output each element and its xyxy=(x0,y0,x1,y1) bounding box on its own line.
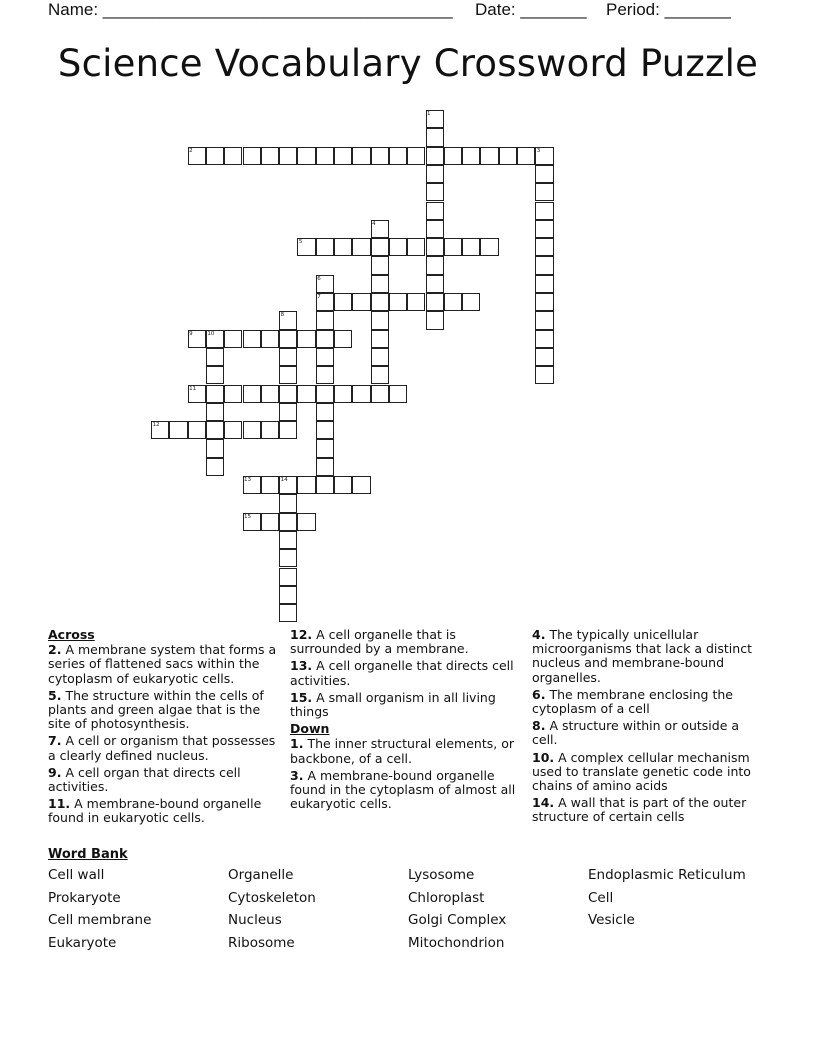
word-bank-item: Endoplasmic Reticulum xyxy=(588,867,746,883)
word-bank-item: Organelle xyxy=(228,867,294,883)
clue-across-11: 11. A membrane-bound organelle found in eukaryotic cells. xyxy=(48,796,262,826)
crossword-cell[interactable] xyxy=(316,458,334,476)
crossword-cell[interactable] xyxy=(243,147,261,165)
crossword-cell[interactable] xyxy=(426,202,444,220)
down-heading: Down xyxy=(290,721,330,737)
clue-number-7: 7 xyxy=(317,294,321,300)
name-field[interactable]: Name: _____________________________________ xyxy=(48,0,453,19)
crossword-cell[interactable] xyxy=(462,238,480,256)
crossword-cell[interactable] xyxy=(480,147,498,165)
crossword-cell[interactable] xyxy=(316,439,334,457)
crossword-cell[interactable] xyxy=(535,348,553,366)
word-bank-item: Prokaryote xyxy=(48,889,121,906)
crossword-cell[interactable] xyxy=(297,147,315,165)
word-bank-item: Cell xyxy=(588,889,614,906)
word-bank-item: Cytoskeleton xyxy=(228,889,316,906)
crossword-cell[interactable] xyxy=(279,147,297,165)
crossword-cell[interactable] xyxy=(426,128,444,146)
crossword-cell[interactable] xyxy=(206,366,224,384)
crossword-cell[interactable] xyxy=(371,256,389,274)
clue-number-11: 11 xyxy=(189,385,197,392)
clue-across-7: 7. A cell or organism that possesses a clearly defined nucleus. xyxy=(48,733,276,763)
crossword-cell[interactable] xyxy=(316,238,334,256)
crossword-cell[interactable] xyxy=(279,403,297,421)
clue-number-10: 10 xyxy=(207,330,215,337)
crossword-cell[interactable] xyxy=(499,147,517,165)
crossword-cell[interactable] xyxy=(371,348,389,366)
crossword-cell[interactable] xyxy=(352,476,370,494)
crossword-cell[interactable] xyxy=(371,147,389,165)
crossword-cell[interactable] xyxy=(371,293,389,311)
crossword-cell[interactable] xyxy=(371,238,389,256)
crossword-cell[interactable] xyxy=(407,293,425,311)
crossword-cell[interactable] xyxy=(316,403,334,421)
crossword-cell[interactable] xyxy=(316,330,334,348)
crossword-cell[interactable] xyxy=(261,476,279,494)
crossword-cell[interactable] xyxy=(535,165,553,183)
clue-across-12: 12. A cell organelle that is surrounded by a membrane. xyxy=(290,627,469,657)
crossword-cell[interactable] xyxy=(261,385,279,403)
page-title: Science Vocabulary Crossword Puzzle xyxy=(57,42,759,85)
crossword-cell[interactable] xyxy=(426,165,444,183)
crossword-cell[interactable] xyxy=(261,421,279,439)
crossword-cell[interactable] xyxy=(535,366,553,384)
crossword-cell[interactable] xyxy=(279,421,297,439)
crossword-cell[interactable] xyxy=(389,385,407,403)
crossword-cell[interactable] xyxy=(206,348,224,366)
clue-down-14: 14. A wall that is part of the outer structure of certain cells xyxy=(532,795,747,825)
crossword-cell[interactable] xyxy=(426,293,444,311)
crossword-cell[interactable] xyxy=(279,348,297,366)
clue-down-6: 6. The membrane enclosing the cytoplasm of a cell xyxy=(532,686,733,717)
crossword-cell[interactable] xyxy=(279,568,297,586)
word-bank-item: Cell wall xyxy=(48,867,105,883)
crossword-cell[interactable] xyxy=(243,385,261,403)
clue-down-10: 10. A complex cellular mechanism used to translate genetic code into chains of amino acids xyxy=(532,749,751,794)
clue-number-12: 12 xyxy=(152,422,160,429)
crossword-cell[interactable] xyxy=(224,147,242,165)
clue-down-1: 1. The inner structural elements, or backbone, of a cell. xyxy=(290,736,514,766)
word-bank-item: Mitochondrion xyxy=(408,935,505,952)
crossword-cell[interactable] xyxy=(334,293,352,311)
crossword-cell[interactable] xyxy=(535,220,553,238)
crossword-cell[interactable] xyxy=(426,311,444,329)
crossword-cell[interactable] xyxy=(206,147,224,165)
crossword-cell[interactable] xyxy=(279,494,297,512)
crossword-cell[interactable] xyxy=(206,458,224,476)
crossword-cell[interactable] xyxy=(480,238,498,256)
clue-down-3: 3. A membrane-bound organelle found in the cytoplasm of almost all eukaryotic cells. xyxy=(290,767,516,812)
crossword-cell[interactable] xyxy=(316,476,334,494)
crossword-cell[interactable] xyxy=(426,183,444,201)
crossword-cell[interactable] xyxy=(352,385,370,403)
crossword-cell[interactable] xyxy=(535,183,553,201)
word-bank-item: Eukaryote xyxy=(48,935,117,952)
clues-column-1 xyxy=(48,628,284,829)
clue-number-2: 2 xyxy=(189,147,193,154)
crossword-cell[interactable] xyxy=(243,421,261,439)
crossword-cell[interactable] xyxy=(407,147,425,165)
period-field[interactable]: Period: _______ xyxy=(606,0,731,19)
crossword-cell[interactable] xyxy=(535,311,553,329)
crossword-cell[interactable] xyxy=(389,147,407,165)
crossword-cell[interactable] xyxy=(279,366,297,384)
clue-down-4: 4. The typically unicellular microorganisms that lack a distinct nucleus and membrane-bound organelles. xyxy=(532,627,752,685)
crossword-cell[interactable] xyxy=(371,330,389,348)
clue-number-8: 8 xyxy=(280,312,285,319)
crossword-cell[interactable] xyxy=(389,293,407,311)
crossword-cell[interactable] xyxy=(297,385,315,403)
crossword-cell[interactable] xyxy=(279,531,297,549)
crossword-cell[interactable] xyxy=(426,275,444,293)
crossword-cell[interactable] xyxy=(535,256,553,274)
crossword-cell[interactable] xyxy=(334,330,352,348)
crossword-cell[interactable] xyxy=(206,439,224,457)
word-bank-item: Ribosome xyxy=(228,935,295,952)
clues-column-2 xyxy=(290,628,524,814)
crossword-cell[interactable] xyxy=(371,275,389,293)
crossword-cell[interactable] xyxy=(352,147,370,165)
crossword-cell[interactable] xyxy=(297,330,315,348)
crossword-cell[interactable] xyxy=(316,147,334,165)
crossword-cell[interactable] xyxy=(188,421,206,439)
crossword-cell[interactable] xyxy=(462,293,480,311)
clues-column-3 xyxy=(532,628,768,828)
crossword-cell[interactable] xyxy=(426,220,444,238)
crossword-cell[interactable] xyxy=(371,311,389,329)
crossword-cell[interactable] xyxy=(224,330,242,348)
clue-number-5: 5 xyxy=(298,239,303,246)
crossword-cell[interactable] xyxy=(389,238,407,256)
crossword-cell[interactable] xyxy=(261,147,279,165)
crossword-cell[interactable] xyxy=(316,311,334,329)
clue-number-3: 3 xyxy=(536,147,541,154)
crossword-cell[interactable] xyxy=(279,586,297,604)
word-bank-item: Cell membrane xyxy=(48,912,152,929)
clue-across-5: 5. The structure within the cells of plants and green algae that is the site of photosynthesis. xyxy=(48,687,264,732)
crossword-cell[interactable] xyxy=(535,330,553,348)
crossword-cell[interactable] xyxy=(426,256,444,274)
crossword-cell[interactable] xyxy=(535,275,553,293)
clue-number-14: 14 xyxy=(280,477,288,483)
crossword-cell[interactable] xyxy=(334,238,352,256)
crossword-cell[interactable] xyxy=(407,238,425,256)
clue-number-4: 4 xyxy=(372,220,376,227)
crossword-cell[interactable] xyxy=(535,202,553,220)
crossword-cell[interactable] xyxy=(371,385,389,403)
crossword-cell[interactable] xyxy=(444,293,462,311)
crossword-cell[interactable] xyxy=(297,476,315,494)
word-bank-title: Word Bank xyxy=(48,847,128,862)
clue-number-9: 9 xyxy=(189,330,193,337)
word-bank-item: Chloroplast xyxy=(408,889,485,906)
crossword-cell[interactable] xyxy=(334,476,352,494)
crossword-cell[interactable] xyxy=(279,604,297,622)
crossword-cell[interactable] xyxy=(261,513,279,531)
crossword-cell[interactable] xyxy=(535,293,553,311)
date-field[interactable]: Date: _______ xyxy=(475,0,587,19)
clue-number-6: 6 xyxy=(317,275,321,282)
clue-number-15: 15 xyxy=(244,513,251,520)
crossword-cell[interactable] xyxy=(261,330,279,348)
clue-across-13: 13. A cell organelle that directs cell activities. xyxy=(290,658,514,688)
crossword-cell[interactable] xyxy=(535,238,553,256)
crossword-cell[interactable] xyxy=(352,293,370,311)
crossword-cell[interactable] xyxy=(316,348,334,366)
crossword-cell[interactable] xyxy=(206,403,224,421)
word-bank-item: Golgi Complex xyxy=(408,912,507,929)
crossword-cell[interactable] xyxy=(279,549,297,567)
crossword-cell[interactable] xyxy=(279,330,297,348)
crossword-cell[interactable] xyxy=(279,385,297,403)
crossword-cell[interactable] xyxy=(334,147,352,165)
crossword-cell[interactable] xyxy=(316,366,334,384)
crossword-cell[interactable] xyxy=(444,147,462,165)
crossword-cell[interactable] xyxy=(517,147,535,165)
clue-down-8: 8. A structure within or outside a cell. xyxy=(532,718,740,748)
crossword-cell[interactable] xyxy=(316,385,334,403)
crossword-cell[interactable] xyxy=(206,385,224,403)
crossword-cell[interactable] xyxy=(297,513,315,531)
clue-across-15: 15. A small organism in all living things xyxy=(290,689,496,720)
clue-across-9: 9. A cell organ that directs cell activities. xyxy=(48,764,241,795)
crossword-cell[interactable] xyxy=(169,421,187,439)
crossword-cell[interactable] xyxy=(316,421,334,439)
clue-number-1: 1 xyxy=(427,111,431,117)
crossword-cell[interactable] xyxy=(279,513,297,531)
crossword-cell[interactable] xyxy=(224,385,242,403)
clue-across-2: 2. A membrane system that forms a series of flattened sacs within the cytoplasm of eukaryotic cells. xyxy=(48,642,277,686)
word-bank-item: Lysosome xyxy=(408,867,475,883)
crossword-cell[interactable] xyxy=(224,421,242,439)
across-heading: Across xyxy=(48,627,95,642)
crossword-cell[interactable] xyxy=(334,385,352,403)
crossword-cell[interactable] xyxy=(462,147,480,165)
crossword-cell[interactable] xyxy=(206,421,224,439)
word-bank-item: Vesicle xyxy=(588,912,635,929)
crossword-cell[interactable] xyxy=(426,147,444,165)
word-bank-item: Nucleus xyxy=(228,912,282,929)
crossword-cell[interactable] xyxy=(371,366,389,384)
clue-number-13: 13 xyxy=(244,477,251,483)
crossword-cell[interactable] xyxy=(352,238,370,256)
crossword-cell[interactable] xyxy=(243,330,261,348)
crossword-cell[interactable] xyxy=(426,238,444,256)
crossword-cell[interactable] xyxy=(444,238,462,256)
